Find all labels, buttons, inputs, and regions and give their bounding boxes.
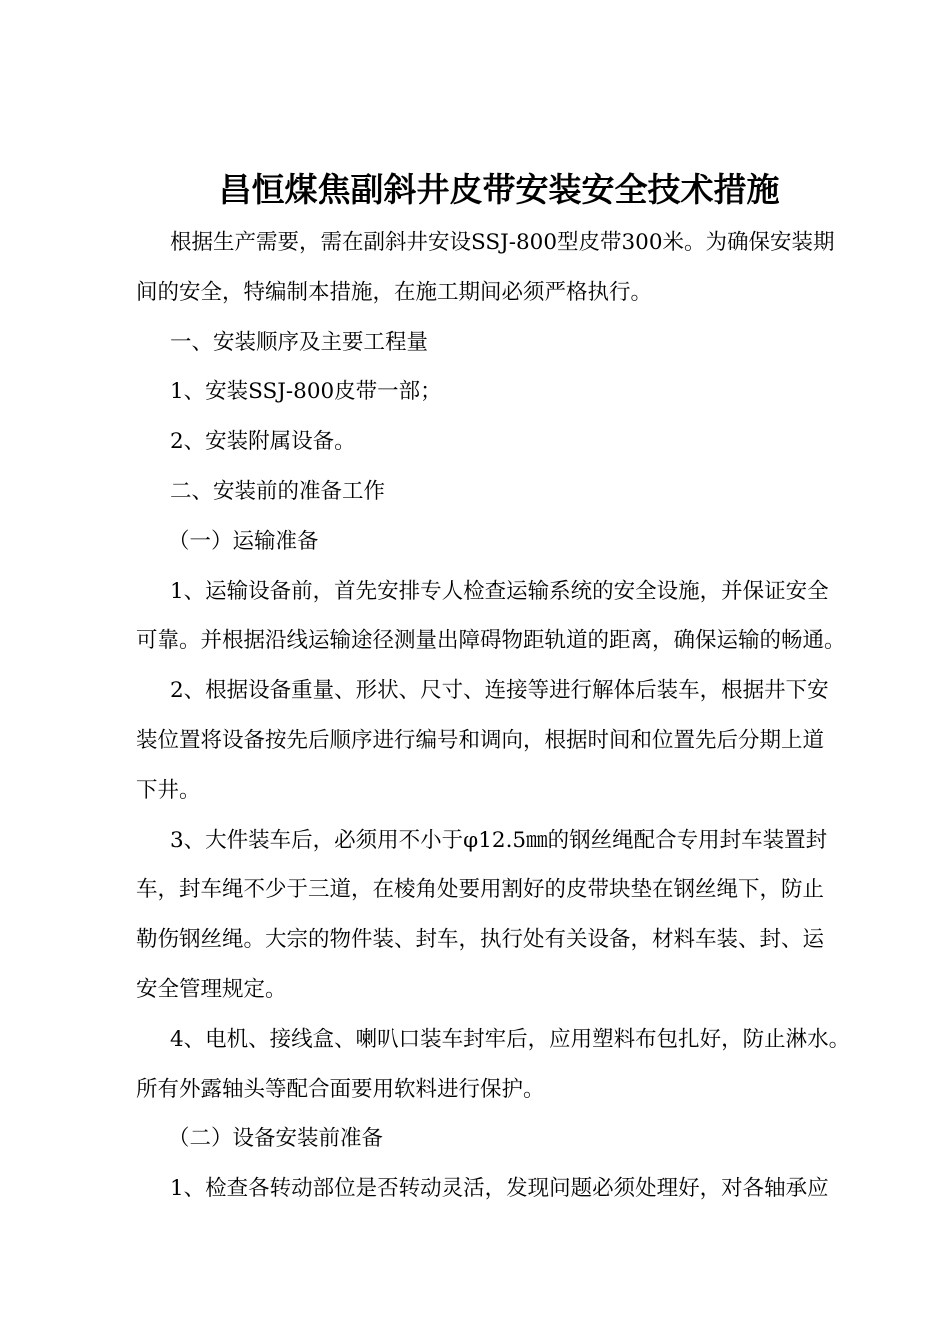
subsection-heading: （二）设备安装前准备 [168,1126,384,1152]
list-item: 4、电机、接线盒、喇叭口装车封牢后，应用塑料布包扎好，防止淋水。 [170,1026,851,1052]
list-item: 2、根据设备重量、形状、尺寸、连接等进行解体后装车，根据井下安 [170,678,829,704]
section-heading: 二、安装前的准备工作 [170,478,386,504]
document-body [136,218,876,1214]
paragraph-line: 安全管理规定。 [136,976,287,1002]
list-item: 3、大件装车后，必须用不小于φ12.5㎜的钢丝绳配合专用封车装置封 [170,827,828,853]
paragraph-line: 勒伤钢丝绳。大宗的物件装、封车，执行处有关设备，材料车装、封、运 [136,927,825,953]
list-item: 1、安装SSJ-800皮带一部； [170,379,442,405]
paragraph-line: 车，封车绳不少于三道，在棱角处要用割好的皮带块垫在钢丝绳下，防止 [136,877,825,903]
paragraph-line: 下井。 [136,777,201,803]
list-item: 1、检查各转动部位是否转动灵活，发现问题必须处理好，对各轴承应 [170,1176,829,1202]
list-item: 2、安装附属设备。 [170,429,356,455]
paragraph-line: 间的安全，特编制本措施，在施工期间必须严格执行。 [136,279,653,305]
paragraph-line: 所有外露轴头等配合面要用软料进行保护。 [136,1076,545,1102]
paragraph-line: 根据生产需要，需在副斜井安设SSJ-800型皮带300米。为确保安装期 [170,230,835,255]
list-item: 1、运输设备前，首先安排专人检查运输系统的安全设施，并保证安全 [170,578,829,604]
paragraph-line: 装位置将设备按先后顺序进行编号和调向，根据时间和位置先后分期上道 [136,727,825,753]
subsection-heading: （一）运输准备 [168,528,319,554]
paragraph-line: 可靠。并根据沿线运输途径测量出障碍物距轨道的距离，确保运输的畅通。 [136,628,846,654]
document-title: 昌恒煤焦副斜井皮带安装安全技术措施 [218,170,780,209]
section-heading: 一、安装顺序及主要工程量 [170,329,429,355]
